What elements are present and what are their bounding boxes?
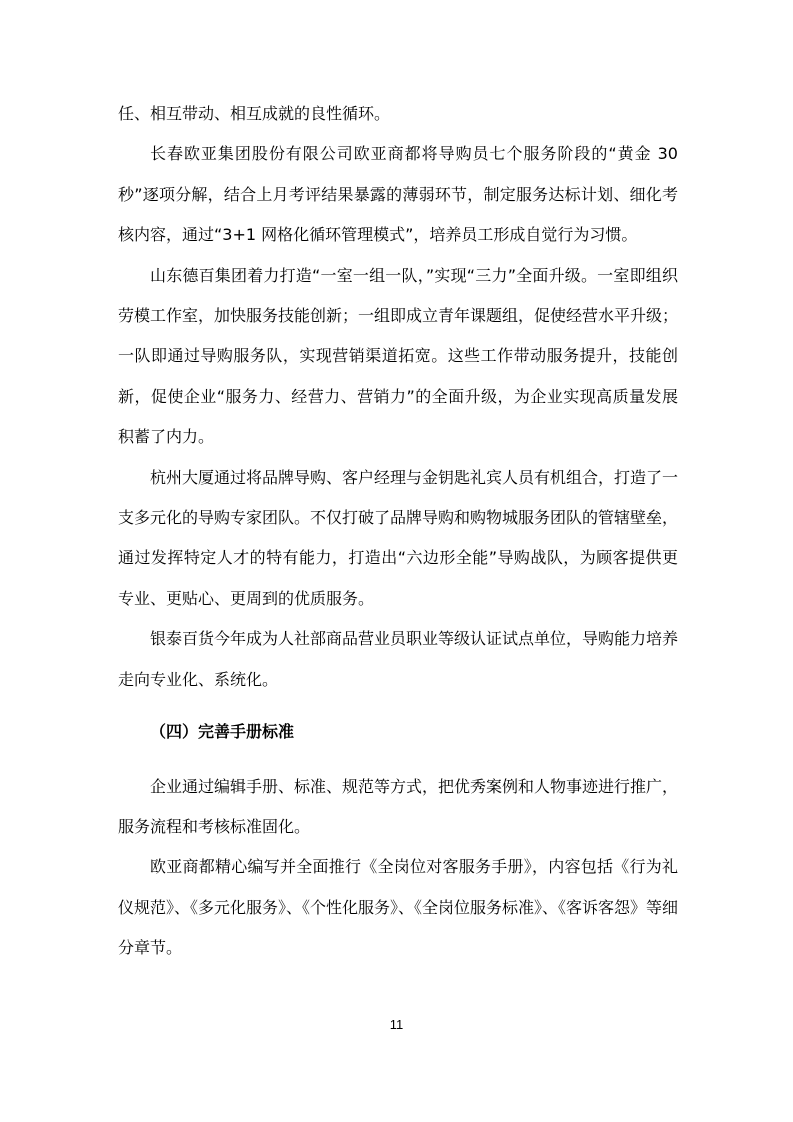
- paragraph-yintai: 银泰百货今年成为人社部商品营业员职业等级认证试点单位，导购能力培养走向专业化、系统化。: [118, 629, 679, 689]
- paragraph-eurasia-manual: 欧亚商都精心编写并全面推行《全岗位对客服务手册》，内容包括《行为礼仪规范》、《多元化服务》、《个性化服务》、《全岗位服务标准》、《客诉客怨》等细分章节。: [118, 857, 679, 958]
- page-number: 11: [389, 1017, 404, 1032]
- paragraph-continuation: 任、相互带动、相互成就的良性循环。: [118, 104, 391, 123]
- section-heading: （四）完善手册标准: [150, 722, 295, 742]
- paragraph-manual-standards: 企业通过编辑手册、标准、规范等方式，把优秀案例和人物事迹进行推广，服务流程和考核标准固化。: [118, 776, 679, 836]
- paragraph-hangzhou-tower: 杭州大厦通过将品牌导购、客户经理与金钥匙礼宾人员有机组合，打造了一支多元化的导购专家团队。不仅打破了品牌导购和购物城服务团队的管辖壁垒，通过发挥特定人才的特有能力，打造出“六边形全能”导购战队，为顾客提供更专业、更贴心、更周到的优质服务。: [118, 467, 679, 608]
- paragraph-shandong-debai: 山东德百集团着力打造“一室一组一队，”实现“三力”全面升级。一室即组织劳模工作室，加快服务技能创新；一组即成立青年课题组，促使经营水平升级；一队即通过导购服务队，实现营销渠道拓宽。这些工作带动服务提升，技能创新，促使企业“服务力、经营力、营销力”的全面升级，为企业实现高质量发展积蓄了内力。: [118, 265, 679, 447]
- document-body: [118, 94, 678, 969]
- paragraph-changchun-eurasia: 长春欧亚集团股份有限公司欧亚商都将导购员七个服务阶段的“黄金 30 秒”逐项分解，结合上月考评结果暴露的薄弱环节，制定服务达标计划、细化考核内容，通过“3+1 网格化循环管理模式”，培养员工形成自觉行为习惯。: [118, 144, 678, 245]
